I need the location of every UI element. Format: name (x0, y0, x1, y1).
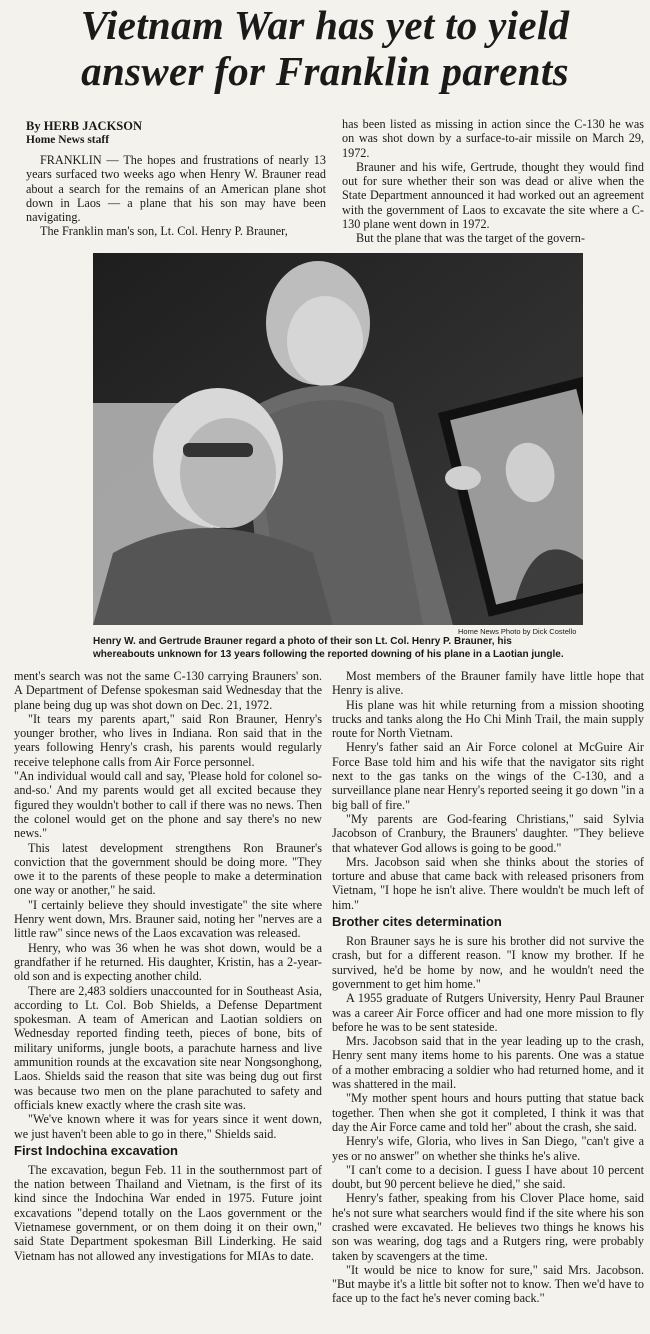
paragraph: But the plane that was the target of the govern- (356, 231, 585, 246)
paragraph: Henry's father said an Air Force colonel at McGuire Air Force Base told him and his wife that the navigator sits right next to the gas tanks on the wings of the C-130, and a surveillance plane near Henry's reported seeing it go down "in a big ball of fire." (332, 740, 644, 812)
headline (0, 2, 650, 94)
paragraph: has been listed as missing in action since the C-130 he was on was shot down by a surface-to-air missile on March 29, 1972. (342, 117, 644, 160)
news-photo (93, 253, 583, 625)
paragraph: Mrs. Jacobson said when she thinks about the stories of torture and abuse that came back with released prisoners from Vietnam, "I hope he isn't alive. There wouldn't be much left of him." (332, 854, 644, 912)
paragraph: A 1955 graduate of Rutgers University, Henry Paul Brauner was a career Air Force officer and had one more mission to fly before he was to be sent stateside. (332, 991, 644, 1034)
column-2-top (342, 117, 644, 246)
paragraph: Ron Brauner says he is sure his brother did not survive the crash, but for a different reason. "I know my brother. If he survived, he'd be home by now, and he wouldn't need the government to get him home." (332, 934, 644, 991)
paragraph: Most members of the Brauner family have little hope that Henry is alive. (332, 669, 644, 698)
paragraph: "I can't come to a decision. I guess I have about 10 percent doubt, but 90 percent believe he died," she said. (332, 1162, 644, 1192)
paragraph: "We've known where it was for years since it went down, we just haven't been able to go in there," Shields said. (14, 1112, 322, 1141)
paragraph: "My mother spent hours and hours putting that statue back together. Then when she got it completed, I think it was that day the Air Force came and told her" about the crash, she said. (332, 1091, 644, 1134)
paragraph: Brauner and his wife, Gertrude, thought they would find out for sure whether their son was dead or alive when the State Department announced it had worked out an agreement with the government of Laos to excavate the site where a C-130 plane went down in 1972. (342, 159, 644, 232)
paragraph: "I certainly believe they should investigate" the site where Henry went down, Mrs. Brauner said, noting her "nerves are a little raw" since news of the Laos excavation was released. (14, 897, 322, 941)
paragraph: "My parents are God-fearing Christians," said Sylvia Jacobson of Cranbury, the Brauners' daughter. "They believe that whatever God allows is going to be good." (332, 811, 644, 855)
byline-author: By HERB JACKSON (26, 119, 142, 133)
column-1-bottom (14, 669, 322, 1263)
paragraph: Henry's father, speaking from his Clover Place home, said he's not sure what searchers would find if the site where his son crashed were excavated. He believes two things he knows his son was wearing, dog tags and a Rutgers ring, were probably taken by scavengers at the time. (332, 1191, 644, 1263)
column-1-top (26, 119, 326, 239)
paragraph: Henry, who was 36 when he was shot down, would be a grandfather if he returned. His daughter, Kristin, has a 2-year-old son and is expecting another child. (14, 940, 322, 984)
paragraph: FRANKLIN — The hopes and frustrations of nearly 13 years surfaced two weeks ago when Henry W. Brauner read about a search for the remains of an American plane shot down in Laos — a plane that his son may have been navigating. (26, 153, 326, 225)
paragraph: Henry's wife, Gloria, who lives in San Diego, "can't give a yes or no answer" on whether she thinks he's alive. (332, 1134, 644, 1163)
subhead-brother-cites: Brother cites determination (332, 914, 502, 930)
paragraph: His plane was hit while returning from a mission shooting trucks and tanks along the Ho Chi Minh Trail, the main supply route for North Vietnam. (332, 697, 644, 741)
headline-line-2: answer for Franklin parents (81, 48, 569, 94)
paragraph: This latest development strengthens Ron Brauner's conviction that the government should be doing more. "They owe it to the parents of these people to make a determination one way or another," he said. (14, 840, 322, 898)
paragraph: The Franklin man's son, Lt. Col. Henry P. Brauner, (40, 224, 288, 239)
headline-line-1: Vietnam War has yet to yield (80, 2, 570, 48)
caption-line-1: Henry W. and Gertrude Brauner regard a photo of their son Lt. Col. Henry P. Brauner, his (93, 636, 512, 647)
paragraph: Mrs. Jacobson said that in the year leading up to the crash, Henry sent many items home to his parents. One was a statue of a mother embracing a soldier who had returned home, and it was shattered in the mail. (332, 1034, 644, 1092)
paragraph: ment's search was not the same C-130 carrying Brauners' son. A Department of Defense spokesman said Wednesday that the plane being dug up was shot down on Dec. 21, 1972. (14, 669, 322, 712)
photo-credit: Home News Photo by Dick Costello (458, 627, 577, 636)
paragraph: "An individual would call and say, 'Please hold for colonel so-and-so.' And my parents would get all excited because they figured they wouldn't bother to call if there was no news. Then the colonel would get on the phone and say there's no new news." (14, 769, 322, 841)
caption-line-2: whereabouts unknown for 13 years following the reported downing of his plane in a Laotian jungle. (93, 649, 564, 660)
photo-illustration (93, 253, 583, 625)
column-2-bottom (332, 669, 644, 1306)
paragraph: "It would be nice to know for sure," said Mrs. Jacobson. "But maybe it's a little bit softer not to know. Then we'd have to face up to the fact he's never coming back." (332, 1262, 644, 1306)
paragraph: The excavation, begun Feb. 11 in the southernmost part of the nation between Thailand and Vietnam, is the first of its kind since the Indochina War ended in 1975. Future joint excavations "depend totally on the Laos government or the Vietnamese government, or on them doing it on their own," said State Department spokesman Bill Linderking. He said Vietnam has not allowed any investigations for MIAs to date. (14, 1162, 322, 1263)
byline-staff: Home News staff (26, 134, 110, 146)
subhead-first-indochina: First Indochina excavation (14, 1142, 178, 1158)
photo-caption (93, 635, 593, 661)
paragraph: There are 2,483 soldiers unaccounted for in Southeast Asia, according to Lt. Col. Bob Shields, a Defense Department spokesman. A team of American and Laotian soldiers on Wednesday reported finding teeth, pieces of bone, bits of military uniforms, jungle boots, a parachute harness and live ammunition rounds at the excavation site near Nongsonghong, Laos. Shields said the reason that site was being dug out first was because two men on the plane parachuted to safety and officials knew exactly where the crash site was. (14, 983, 322, 1112)
paragraph: "It tears my parents apart," said Ron Brauner, Henry's younger brother, who lives in Indiana. Ron said that in the years following Henry's crash, his parents would regularly receive telephone calls from Air Force personnel. (14, 711, 322, 769)
